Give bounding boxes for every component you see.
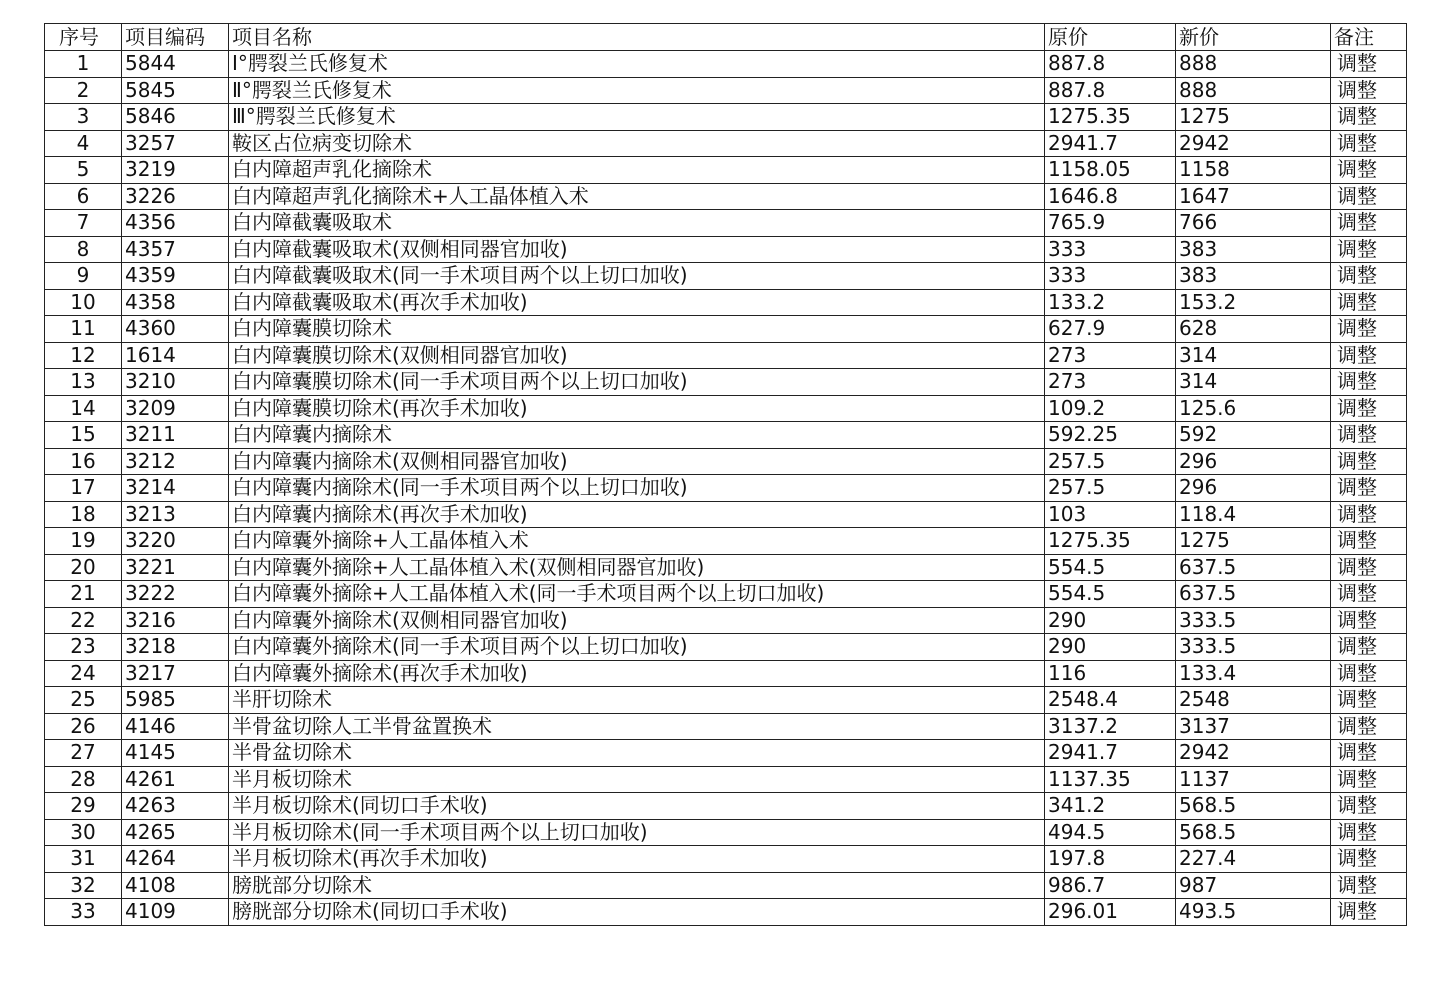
- cell-item-code: 4358: [122, 289, 229, 316]
- cell-new-price: 125.6: [1176, 395, 1331, 422]
- cell-note: 调整: [1331, 210, 1407, 237]
- table-row: [45, 713, 1407, 740]
- cell-new-price: 568.5: [1176, 819, 1331, 846]
- cell-new-price: 314: [1176, 369, 1331, 396]
- cell-item-code: 3212: [122, 448, 229, 475]
- cell-serial-no: 24: [45, 660, 122, 687]
- cell-item-code: 3219: [122, 157, 229, 184]
- table-header: [45, 24, 1407, 51]
- table-row: [45, 475, 1407, 502]
- cell-new-price: 227.4: [1176, 846, 1331, 873]
- cell-new-price: 888: [1176, 51, 1331, 78]
- cell-item-code: 4357: [122, 236, 229, 263]
- cell-new-price: 333.5: [1176, 607, 1331, 634]
- cell-old-price: 1646.8: [1045, 183, 1176, 210]
- cell-note: 调整: [1331, 475, 1407, 502]
- cell-old-price: 103: [1045, 501, 1176, 528]
- cell-item-name: 膀胱部分切除术(同切口手术收): [229, 899, 1045, 926]
- cell-item-name: 半月板切除术: [229, 766, 1045, 793]
- cell-item-name: 半肝切除术: [229, 687, 1045, 714]
- cell-note: 调整: [1331, 236, 1407, 263]
- cell-old-price: 333: [1045, 236, 1176, 263]
- cell-item-code: 3216: [122, 607, 229, 634]
- cell-serial-no: 31: [45, 846, 122, 873]
- cell-item-code: 3214: [122, 475, 229, 502]
- cell-new-price: 493.5: [1176, 899, 1331, 926]
- header-old-price: 原价: [1045, 24, 1176, 51]
- cell-serial-no: 2: [45, 77, 122, 104]
- cell-item-name: Ⅱ°腭裂兰氏修复术: [229, 77, 1045, 104]
- cell-note: 调整: [1331, 660, 1407, 687]
- cell-note: 调整: [1331, 342, 1407, 369]
- cell-item-name: 白内障囊外摘除+人工晶体植入术(双侧相同器官加收): [229, 554, 1045, 581]
- table-row: [45, 740, 1407, 767]
- cell-serial-no: 3: [45, 104, 122, 131]
- cell-item-name: 白内障囊内摘除术(同一手术项目两个以上切口加收): [229, 475, 1045, 502]
- table-row: [45, 157, 1407, 184]
- cell-item-name: Ⅲ°腭裂兰氏修复术: [229, 104, 1045, 131]
- cell-item-name: 白内障截囊吸取术(同一手术项目两个以上切口加收): [229, 263, 1045, 290]
- cell-item-code: 5846: [122, 104, 229, 131]
- cell-item-name: 白内障截囊吸取术: [229, 210, 1045, 237]
- cell-item-name: 白内障囊外摘除术(同一手术项目两个以上切口加收): [229, 634, 1045, 661]
- cell-serial-no: 22: [45, 607, 122, 634]
- cell-item-name: 白内障囊膜切除术: [229, 316, 1045, 343]
- cell-note: 调整: [1331, 740, 1407, 767]
- cell-note: 调整: [1331, 77, 1407, 104]
- cell-item-name: 半月板切除术(同切口手术收): [229, 793, 1045, 820]
- table-row: [45, 369, 1407, 396]
- cell-item-name: 白内障囊膜切除术(再次手术加收): [229, 395, 1045, 422]
- cell-serial-no: 33: [45, 899, 122, 926]
- cell-item-name: 白内障囊膜切除术(同一手术项目两个以上切口加收): [229, 369, 1045, 396]
- cell-serial-no: 14: [45, 395, 122, 422]
- cell-new-price: 118.4: [1176, 501, 1331, 528]
- header-item-name: 项目名称: [229, 24, 1045, 51]
- cell-serial-no: 20: [45, 554, 122, 581]
- cell-old-price: 765.9: [1045, 210, 1176, 237]
- table-row: [45, 766, 1407, 793]
- table-row: [45, 899, 1407, 926]
- header-row: [45, 24, 1407, 51]
- table-row: [45, 422, 1407, 449]
- cell-item-code: 3222: [122, 581, 229, 608]
- header-note: 备注: [1331, 24, 1407, 51]
- cell-new-price: 2942: [1176, 130, 1331, 157]
- cell-item-code: 3211: [122, 422, 229, 449]
- cell-new-price: 383: [1176, 236, 1331, 263]
- cell-serial-no: 32: [45, 872, 122, 899]
- table-row: [45, 634, 1407, 661]
- cell-note: 调整: [1331, 899, 1407, 926]
- cell-new-price: 3137: [1176, 713, 1331, 740]
- cell-new-price: 987: [1176, 872, 1331, 899]
- table-row: [45, 289, 1407, 316]
- cell-serial-no: 4: [45, 130, 122, 157]
- cell-new-price: 628: [1176, 316, 1331, 343]
- cell-item-name: 白内障囊外摘除术(再次手术加收): [229, 660, 1045, 687]
- cell-old-price: 296.01: [1045, 899, 1176, 926]
- cell-new-price: 314: [1176, 342, 1331, 369]
- table-row: [45, 183, 1407, 210]
- table-row: [45, 501, 1407, 528]
- cell-serial-no: 1: [45, 51, 122, 78]
- table-row: [45, 554, 1407, 581]
- cell-note: 调整: [1331, 713, 1407, 740]
- cell-new-price: 333.5: [1176, 634, 1331, 661]
- cell-old-price: 133.2: [1045, 289, 1176, 316]
- cell-new-price: 1275: [1176, 528, 1331, 555]
- table-row: [45, 130, 1407, 157]
- cell-item-name: 膀胱部分切除术: [229, 872, 1045, 899]
- cell-item-code: 3217: [122, 660, 229, 687]
- cell-item-code: 5985: [122, 687, 229, 714]
- cell-item-name: 白内障囊外摘除+人工晶体植入术: [229, 528, 1045, 555]
- cell-new-price: 1275: [1176, 104, 1331, 131]
- table-row: [45, 316, 1407, 343]
- cell-serial-no: 21: [45, 581, 122, 608]
- cell-serial-no: 9: [45, 263, 122, 290]
- cell-item-code: 3226: [122, 183, 229, 210]
- cell-new-price: 766: [1176, 210, 1331, 237]
- cell-new-price: 1647: [1176, 183, 1331, 210]
- cell-old-price: 273: [1045, 369, 1176, 396]
- cell-old-price: 2941.7: [1045, 740, 1176, 767]
- cell-old-price: 627.9: [1045, 316, 1176, 343]
- cell-item-code: 4263: [122, 793, 229, 820]
- cell-item-name: 半骨盆切除术: [229, 740, 1045, 767]
- cell-old-price: 109.2: [1045, 395, 1176, 422]
- cell-item-name: Ⅰ°腭裂兰氏修复术: [229, 51, 1045, 78]
- cell-item-code: 3210: [122, 369, 229, 396]
- cell-note: 调整: [1331, 607, 1407, 634]
- table-row: [45, 342, 1407, 369]
- cell-item-code: 4356: [122, 210, 229, 237]
- cell-new-price: 296: [1176, 475, 1331, 502]
- cell-note: 调整: [1331, 448, 1407, 475]
- cell-note: 调整: [1331, 51, 1407, 78]
- cell-item-code: 3257: [122, 130, 229, 157]
- cell-note: 调整: [1331, 766, 1407, 793]
- cell-item-name: 白内障囊内摘除术(再次手术加收): [229, 501, 1045, 528]
- cell-old-price: 1137.35: [1045, 766, 1176, 793]
- table-row: [45, 687, 1407, 714]
- table-body: [45, 51, 1407, 926]
- table-row: [45, 51, 1407, 78]
- cell-note: 调整: [1331, 554, 1407, 581]
- cell-old-price: 341.2: [1045, 793, 1176, 820]
- cell-serial-no: 25: [45, 687, 122, 714]
- cell-new-price: 133.4: [1176, 660, 1331, 687]
- cell-old-price: 290: [1045, 634, 1176, 661]
- cell-note: 调整: [1331, 395, 1407, 422]
- cell-note: 调整: [1331, 369, 1407, 396]
- table-row: [45, 528, 1407, 555]
- cell-serial-no: 13: [45, 369, 122, 396]
- cell-note: 调整: [1331, 581, 1407, 608]
- cell-old-price: 3137.2: [1045, 713, 1176, 740]
- cell-item-code: 4360: [122, 316, 229, 343]
- cell-note: 调整: [1331, 183, 1407, 210]
- cell-note: 调整: [1331, 793, 1407, 820]
- cell-old-price: 257.5: [1045, 448, 1176, 475]
- cell-old-price: 986.7: [1045, 872, 1176, 899]
- cell-new-price: 383: [1176, 263, 1331, 290]
- cell-new-price: 568.5: [1176, 793, 1331, 820]
- table-row: [45, 872, 1407, 899]
- table-row: [45, 846, 1407, 873]
- cell-note: 调整: [1331, 819, 1407, 846]
- cell-item-code: 4359: [122, 263, 229, 290]
- cell-note: 调整: [1331, 316, 1407, 343]
- table-row: [45, 263, 1407, 290]
- cell-item-name: 白内障截囊吸取术(再次手术加收): [229, 289, 1045, 316]
- cell-new-price: 592: [1176, 422, 1331, 449]
- cell-item-code: 3221: [122, 554, 229, 581]
- cell-new-price: 637.5: [1176, 581, 1331, 608]
- cell-note: 调整: [1331, 263, 1407, 290]
- table-row: [45, 104, 1407, 131]
- cell-old-price: 197.8: [1045, 846, 1176, 873]
- cell-serial-no: 12: [45, 342, 122, 369]
- cell-item-name: 白内障囊内摘除术(双侧相同器官加收): [229, 448, 1045, 475]
- cell-serial-no: 30: [45, 819, 122, 846]
- cell-serial-no: 16: [45, 448, 122, 475]
- cell-old-price: 592.25: [1045, 422, 1176, 449]
- cell-note: 调整: [1331, 872, 1407, 899]
- cell-new-price: 2942: [1176, 740, 1331, 767]
- cell-item-code: 3209: [122, 395, 229, 422]
- cell-serial-no: 23: [45, 634, 122, 661]
- cell-new-price: 637.5: [1176, 554, 1331, 581]
- cell-item-code: 3218: [122, 634, 229, 661]
- cell-old-price: 887.8: [1045, 51, 1176, 78]
- cell-item-code: 4109: [122, 899, 229, 926]
- cell-serial-no: 29: [45, 793, 122, 820]
- cell-old-price: 290: [1045, 607, 1176, 634]
- cell-old-price: 1275.35: [1045, 528, 1176, 555]
- cell-item-code: 4108: [122, 872, 229, 899]
- cell-new-price: 1158: [1176, 157, 1331, 184]
- cell-old-price: 333: [1045, 263, 1176, 290]
- cell-new-price: 296: [1176, 448, 1331, 475]
- cell-item-name: 白内障囊外摘除术(双侧相同器官加收): [229, 607, 1045, 634]
- cell-new-price: 888: [1176, 77, 1331, 104]
- table-row: [45, 210, 1407, 237]
- table-row: [45, 660, 1407, 687]
- cell-serial-no: 18: [45, 501, 122, 528]
- cell-item-name: 白内障囊膜切除术(双侧相同器官加收): [229, 342, 1045, 369]
- cell-item-code: 3220: [122, 528, 229, 555]
- cell-note: 调整: [1331, 130, 1407, 157]
- cell-note: 调整: [1331, 289, 1407, 316]
- cell-serial-no: 17: [45, 475, 122, 502]
- cell-old-price: 494.5: [1045, 819, 1176, 846]
- cell-note: 调整: [1331, 157, 1407, 184]
- cell-serial-no: 26: [45, 713, 122, 740]
- cell-serial-no: 15: [45, 422, 122, 449]
- cell-note: 调整: [1331, 422, 1407, 449]
- table-row: [45, 581, 1407, 608]
- cell-item-name: 半骨盆切除人工半骨盆置换术: [229, 713, 1045, 740]
- cell-serial-no: 19: [45, 528, 122, 555]
- table-row: [45, 395, 1407, 422]
- cell-item-name: 白内障囊外摘除+人工晶体植入术(同一手术项目两个以上切口加收): [229, 581, 1045, 608]
- cell-item-name: 鞍区占位病变切除术: [229, 130, 1045, 157]
- cell-item-code: 1614: [122, 342, 229, 369]
- cell-old-price: 257.5: [1045, 475, 1176, 502]
- cell-note: 调整: [1331, 104, 1407, 131]
- cell-item-name: 半月板切除术(同一手术项目两个以上切口加收): [229, 819, 1045, 846]
- cell-old-price: 554.5: [1045, 554, 1176, 581]
- cell-note: 调整: [1331, 501, 1407, 528]
- cell-old-price: 273: [1045, 342, 1176, 369]
- cell-serial-no: 8: [45, 236, 122, 263]
- header-serial-no: 序号: [45, 24, 122, 51]
- table-row: [45, 448, 1407, 475]
- cell-old-price: 887.8: [1045, 77, 1176, 104]
- cell-item-code: 5845: [122, 77, 229, 104]
- cell-item-name: 白内障截囊吸取术(双侧相同器官加收): [229, 236, 1045, 263]
- cell-new-price: 153.2: [1176, 289, 1331, 316]
- table-row: [45, 607, 1407, 634]
- cell-item-code: 4264: [122, 846, 229, 873]
- cell-new-price: 1137: [1176, 766, 1331, 793]
- cell-serial-no: 11: [45, 316, 122, 343]
- cell-old-price: 554.5: [1045, 581, 1176, 608]
- cell-item-code: 5844: [122, 51, 229, 78]
- cell-item-name: 白内障囊内摘除术: [229, 422, 1045, 449]
- cell-item-code: 4261: [122, 766, 229, 793]
- cell-old-price: 1158.05: [1045, 157, 1176, 184]
- table-row: [45, 236, 1407, 263]
- cell-new-price: 2548: [1176, 687, 1331, 714]
- price-adjustment-table: [44, 23, 1407, 926]
- cell-serial-no: 7: [45, 210, 122, 237]
- cell-serial-no: 28: [45, 766, 122, 793]
- cell-item-name: 半月板切除术(再次手术加收): [229, 846, 1045, 873]
- cell-serial-no: 5: [45, 157, 122, 184]
- table-row: [45, 77, 1407, 104]
- cell-item-code: 4145: [122, 740, 229, 767]
- cell-serial-no: 6: [45, 183, 122, 210]
- table-row: [45, 819, 1407, 846]
- cell-note: 调整: [1331, 687, 1407, 714]
- cell-item-name: 白内障超声乳化摘除术+人工晶体植入术: [229, 183, 1045, 210]
- cell-serial-no: 10: [45, 289, 122, 316]
- cell-note: 调整: [1331, 528, 1407, 555]
- header-item-code: 项目编码: [122, 24, 229, 51]
- cell-item-name: 白内障超声乳化摘除术: [229, 157, 1045, 184]
- cell-note: 调整: [1331, 634, 1407, 661]
- cell-old-price: 2941.7: [1045, 130, 1176, 157]
- cell-serial-no: 27: [45, 740, 122, 767]
- cell-note: 调整: [1331, 846, 1407, 873]
- cell-old-price: 116: [1045, 660, 1176, 687]
- table-row: [45, 793, 1407, 820]
- cell-item-code: 3213: [122, 501, 229, 528]
- cell-old-price: 2548.4: [1045, 687, 1176, 714]
- cell-item-code: 4265: [122, 819, 229, 846]
- cell-old-price: 1275.35: [1045, 104, 1176, 131]
- cell-item-code: 4146: [122, 713, 229, 740]
- header-new-price: 新价: [1176, 24, 1331, 51]
